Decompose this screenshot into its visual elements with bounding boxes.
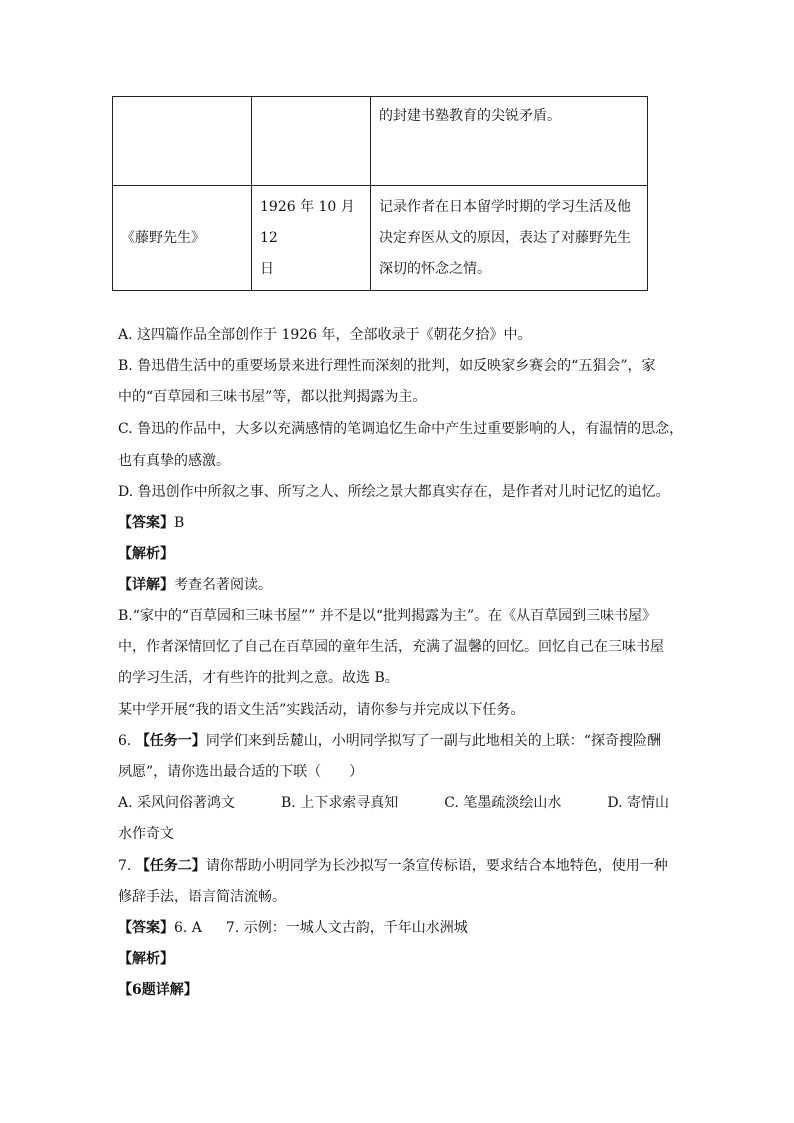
detail-6-label: 【6题详解】 — [118, 982, 198, 998]
detail-1-line1: B.“家中的“百草园和三味书屋”” 并不是以“批判揭露为主”。在《从百草园到三味书屋》 — [118, 608, 657, 624]
detail-text: 考查名著阅读。 — [174, 577, 272, 593]
choice-d-continued: 水作奇文 — [118, 826, 174, 842]
analysis-label-1: 【解析】 — [118, 546, 174, 562]
desc-cell — [371, 186, 648, 291]
desc-line: 决定弃医从文的原因，表达了对藤野先生 — [379, 229, 631, 246]
question-6-line2: 夙愿”，请你选出最合适的下联（ ） — [118, 764, 364, 780]
date-line: 日 — [260, 260, 274, 277]
option-c-line2: 也有真挚的感激。 — [118, 453, 230, 469]
table-row — [113, 97, 648, 186]
answer-1 — [118, 512, 184, 532]
question-7-line2: 修辞手法，语言简洁流畅。 — [118, 889, 286, 905]
desc-line: 的封建书塾教育的尖锐矛盾。 — [379, 108, 561, 124]
question-text: 请你帮助小明同学为长沙拟写一条宣传标语，要求结合本地特色，使用一种 — [205, 858, 668, 874]
table-row — [113, 186, 648, 291]
option-b-line1: B. 鲁迅借生活中的重要场景来进行理性而深刻的批判，如反映家乡赛会的“五猖会”，家 — [118, 358, 656, 374]
works-table — [112, 96, 648, 291]
desc-line: 记录作者在日本留学时期的学习生活及他 — [379, 198, 631, 215]
answer-7: 7. 示例：一城人文古韵，千年山水洲城 — [225, 920, 468, 936]
answer-value: B — [174, 515, 185, 531]
choice-d: D. 寄情山 — [607, 795, 669, 811]
detail-1 — [118, 574, 272, 594]
work-cell: 《藤野先生》 — [113, 186, 252, 291]
detail-1-line2: 中，作者深情回忆了自己在百草园的童年生活，充满了温馨的回忆。回忆自己在三味书屋 — [118, 639, 664, 655]
answer-6: 6. A — [174, 920, 202, 936]
choice-a: A. 采风问俗著鸿文 — [118, 795, 236, 811]
date-line: 1926 年 10 月 12 — [260, 198, 355, 246]
date-cell — [252, 186, 371, 291]
question-6-line1 — [118, 730, 661, 750]
answer-2 — [118, 917, 468, 937]
answer-label: 【答案】 — [118, 920, 174, 936]
detail-1-line3: 的学习生活，才有些许的批判之意。故选 B。 — [118, 670, 399, 686]
question-6-options — [118, 792, 669, 812]
question-number: 6. — [118, 733, 132, 749]
answer-label: 【答案】 — [118, 515, 174, 531]
option-b-line2: 中的“百草园和三味书屋”等，都以批判揭露为主。 — [118, 389, 427, 405]
option-a: A. 这四篇作品全部创作于 1926 年，全部收录于《朝花夕拾》中。 — [118, 327, 532, 343]
analysis-label-2: 【解析】 — [118, 951, 174, 967]
intro-text: 某中学开展“我的语文生活”实践活动，请你参与并完成以下任务。 — [118, 702, 525, 718]
date-cell — [252, 97, 371, 186]
choice-b: B. 上下求索寻真知 — [281, 795, 399, 811]
work-cell — [113, 97, 252, 186]
question-number: 7. — [118, 858, 132, 874]
option-d: D. 鲁迅创作中所叙之事、所写之人、所绘之景大都真实存在，是作者对儿时记忆的追忆。 — [118, 484, 670, 500]
question-text: 同学们来到岳麓山，小明同学拟写了一副与此地相关的上联：“探奇搜险酬 — [205, 733, 661, 749]
question-7-line1 — [118, 855, 668, 875]
choice-c: C. 笔墨疏淡绘山水 — [444, 795, 562, 811]
detail-label: 【详解】 — [118, 577, 174, 593]
option-c-line1: C. 鲁迅的作品中，大多以充满感情的笔调追忆生命中产生过重要影响的人，有温情的思念， — [118, 421, 684, 437]
desc-cell — [371, 97, 648, 186]
task-label: 【任务二】 — [135, 858, 206, 874]
desc-line: 深切的怀念之情。 — [379, 260, 491, 277]
task-label: 【任务一】 — [135, 733, 206, 749]
